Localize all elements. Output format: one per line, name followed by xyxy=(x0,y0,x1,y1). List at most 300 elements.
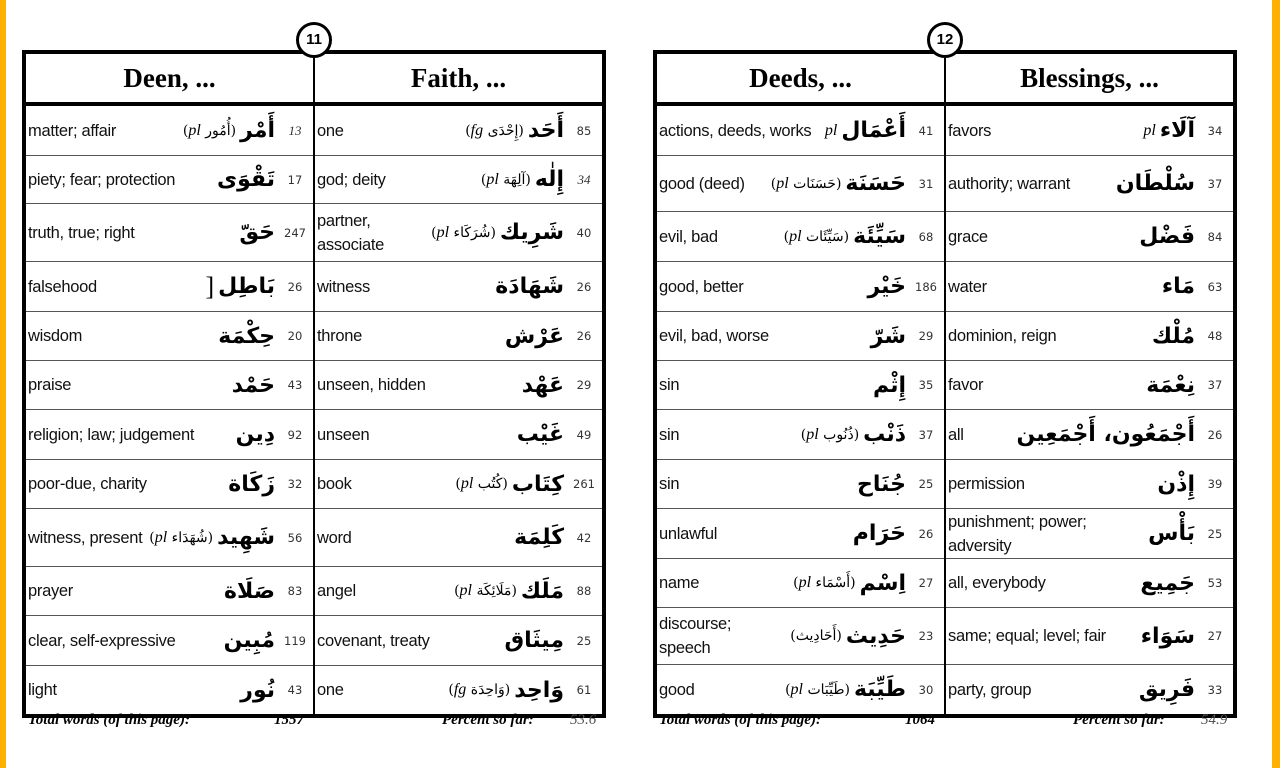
table-row xyxy=(946,212,1233,262)
arabic-entry xyxy=(1017,422,1196,447)
arabic-word: أَحَد xyxy=(527,118,564,143)
arabic-word: سُلْطَان xyxy=(1115,171,1195,196)
word-count: 48 xyxy=(1207,329,1223,343)
table-row xyxy=(315,156,602,204)
arabic-word: أَجْمَعُون، أَجْمَعِين xyxy=(1016,422,1195,447)
arabic-entry xyxy=(505,324,564,349)
english-meaning: good xyxy=(659,680,695,699)
arabic-entry xyxy=(454,579,564,604)
plural-word: كُتُب xyxy=(477,476,503,492)
vocab-column xyxy=(657,54,946,714)
plural-word: طَيِّبَات xyxy=(807,681,845,698)
english-meaning: partner, associate xyxy=(317,211,385,254)
plural-word: شُرَكَاء xyxy=(453,224,491,241)
percent-label: Percent so far: xyxy=(1073,712,1165,728)
table-row xyxy=(946,156,1233,212)
arabic-entry xyxy=(522,373,564,398)
table-row xyxy=(315,509,602,567)
arabic-entry xyxy=(873,373,906,398)
word-count: 92 xyxy=(287,427,303,442)
table-row xyxy=(946,106,1233,156)
plural-marker: pl xyxy=(188,121,201,139)
table-row xyxy=(26,204,313,262)
table-row xyxy=(946,608,1233,665)
arabic-entry xyxy=(1162,274,1195,299)
arabic-word: حِكْمَة xyxy=(218,323,275,349)
english-meaning: light xyxy=(28,681,57,699)
arabic-word: مِيثَاق xyxy=(504,628,564,653)
arabic-entry xyxy=(871,324,906,349)
word-count: 247 xyxy=(284,225,306,240)
english-meaning: god; deity xyxy=(317,170,386,189)
vocab-column xyxy=(26,54,315,714)
plural-form: (pl آلِهَة) xyxy=(480,170,531,188)
english-meaning: praise xyxy=(28,376,72,394)
plural-form: (pl كُتُب) xyxy=(455,475,508,492)
arabic-entry xyxy=(825,118,906,143)
english-meaning: book xyxy=(317,475,352,493)
english-meaning: favor xyxy=(948,376,984,394)
arabic-word: خَيْر xyxy=(867,274,906,299)
plural-marker: pl xyxy=(798,574,812,591)
plural-marker: pl xyxy=(436,223,450,241)
arabic-entry xyxy=(801,422,906,447)
table-row xyxy=(315,262,602,312)
column-title: Deeds, ... xyxy=(657,54,944,106)
arabic-word: حَمْد xyxy=(231,372,275,398)
english-meaning: water xyxy=(948,277,987,296)
english-meaning: falsehood xyxy=(28,277,97,296)
arabic-word: وَاحِد xyxy=(514,677,564,703)
word-count: 42 xyxy=(576,530,592,545)
arabic-entry xyxy=(514,525,564,550)
table-row xyxy=(657,559,944,608)
plural-marker: pl xyxy=(824,121,838,139)
plural-form: (fg إِحْدَى) xyxy=(465,121,524,139)
table-row xyxy=(315,312,602,361)
total-words-value: 1557 xyxy=(274,712,304,728)
plural-form: (pl ذُنُوب) xyxy=(800,425,860,443)
total-words-label: Total words (of this page): xyxy=(659,712,821,728)
arabic-word: غَيْب xyxy=(516,422,564,447)
table-row xyxy=(657,410,944,460)
english-meaning: evil, bad xyxy=(659,227,718,246)
arabic-entry xyxy=(217,167,275,192)
english-meaning: matter; affair xyxy=(28,121,117,140)
table-row xyxy=(657,665,944,714)
arabic-word: تَقْوَى xyxy=(216,167,275,192)
arabic-entry xyxy=(455,472,564,497)
word-count: 83 xyxy=(287,584,303,598)
word-count: 61 xyxy=(576,683,592,697)
table-row xyxy=(26,410,313,460)
word-count: 33 xyxy=(1207,682,1223,697)
table-row xyxy=(657,608,944,665)
word-count: 88 xyxy=(576,584,592,598)
word-count: 37 xyxy=(1207,378,1223,392)
arabic-entry xyxy=(867,274,906,299)
arabic-word: نُور xyxy=(240,677,275,703)
plural-form xyxy=(825,122,837,140)
word-count: 27 xyxy=(918,576,934,590)
arabic-word: مَلَك xyxy=(520,578,564,604)
english-meaning: permission xyxy=(948,475,1025,493)
arabic-entry xyxy=(218,324,275,349)
plural-form: (pl سَيِّئَات) xyxy=(783,227,850,245)
arabic-word: كِتَاب xyxy=(511,471,564,497)
page-number-badge: 11 xyxy=(296,22,332,58)
arabic-entry xyxy=(431,220,564,245)
arabic-word: شَرِيك xyxy=(499,220,564,245)
word-count: 119 xyxy=(284,633,306,648)
column-title: Blessings, ... xyxy=(946,54,1233,106)
word-count: 41 xyxy=(918,123,934,138)
total-words-label: Total words (of this page): xyxy=(28,712,190,728)
arabic-entry xyxy=(224,579,275,604)
english-meaning: party, group xyxy=(948,680,1032,699)
table-row xyxy=(26,509,313,567)
arabic-word: بَاطِل xyxy=(218,274,275,299)
arabic-word: إِذْن xyxy=(1157,471,1195,497)
table-row xyxy=(315,410,602,460)
english-meaning: poor-due, charity xyxy=(28,475,147,493)
table-row xyxy=(657,460,944,509)
arabic-entry xyxy=(495,274,564,299)
table-row xyxy=(26,460,313,509)
english-meaning: witness, present xyxy=(28,528,143,547)
word-count: 32 xyxy=(287,477,303,491)
table-row xyxy=(315,616,602,666)
arabic-entry xyxy=(790,624,906,649)
word-count: 29 xyxy=(576,378,592,392)
english-meaning: religion; law; judgement xyxy=(28,425,195,444)
arabic-word: صَلَاة xyxy=(224,578,275,604)
english-meaning: grace xyxy=(948,227,988,246)
percent-value: 53.6 xyxy=(570,712,597,728)
plural-marker: fg xyxy=(453,681,467,698)
arabic-entry xyxy=(1152,324,1195,349)
word-count: 40 xyxy=(576,225,592,240)
vocab-page-12 xyxy=(653,0,1237,768)
english-meaning: unseen, hidden xyxy=(317,376,426,394)
table-row xyxy=(26,312,313,361)
column-title: Deen, ... xyxy=(26,54,313,106)
arabic-word: حَدِيث xyxy=(845,623,906,649)
plural-form: (pl شُهَدَاء) xyxy=(149,528,214,546)
word-count: 17 xyxy=(287,172,303,187)
word-count: 68 xyxy=(918,229,934,244)
english-meaning: authority; warrant xyxy=(948,174,1071,193)
word-count: 85 xyxy=(576,123,592,138)
plural-marker: pl xyxy=(459,582,472,599)
arabic-entry xyxy=(205,272,275,302)
arabic-word: أَمْر xyxy=(240,118,275,143)
table-row xyxy=(315,106,602,156)
table-row xyxy=(657,212,944,262)
table-row xyxy=(26,106,313,156)
plural-marker: pl xyxy=(460,475,474,492)
english-meaning: piety; fear; protection xyxy=(28,170,176,189)
english-meaning: clear, self-expressive xyxy=(28,631,176,650)
arabic-word: دِين xyxy=(235,422,275,447)
table-row xyxy=(946,410,1233,460)
arabic-entry xyxy=(1157,472,1195,497)
table-row xyxy=(315,567,602,616)
english-meaning: sin xyxy=(659,376,680,394)
arabic-entry xyxy=(1139,224,1195,249)
arabic-entry xyxy=(1139,677,1195,702)
word-count: 34 xyxy=(577,171,591,187)
table-row xyxy=(315,460,602,509)
plural-word: سَيِّئَات xyxy=(805,228,844,245)
arabic-word: إِثْم xyxy=(872,372,906,398)
arabic-word: زَكَاة xyxy=(228,471,275,497)
vocab-column xyxy=(315,54,602,714)
word-count: 43 xyxy=(287,378,303,392)
plural-word: أَسْمَاء xyxy=(815,575,851,591)
arabic-word: مَاء xyxy=(1161,274,1195,299)
word-count: 13 xyxy=(288,122,302,138)
plural-word: إِحْدَى xyxy=(487,122,519,139)
english-meaning: witness xyxy=(317,277,370,296)
plural-form: (pl شُرَكَاء) xyxy=(431,223,496,241)
page-edge-right xyxy=(1272,0,1280,768)
table-row xyxy=(315,361,602,410)
word-count: 43 xyxy=(287,683,303,697)
word-count: 27 xyxy=(1207,629,1223,643)
arabic-entry xyxy=(1143,118,1195,143)
word-count: 37 xyxy=(1207,176,1223,191)
english-meaning: favors xyxy=(948,121,992,140)
arabic-entry xyxy=(785,677,906,702)
arabic-word: نِعْمَة xyxy=(1146,372,1195,398)
arabic-entry xyxy=(1116,171,1195,196)
arabic-entry xyxy=(857,472,906,497)
arabic-word: عَهْد xyxy=(521,372,564,398)
table-row xyxy=(657,509,944,559)
table-row xyxy=(946,460,1233,509)
arabic-entry xyxy=(1148,521,1195,546)
word-count: 30 xyxy=(918,682,934,697)
word-count: 26 xyxy=(287,279,303,294)
bracket: ] xyxy=(205,271,215,301)
plural-word: ذُنُوب xyxy=(823,426,854,443)
table-row xyxy=(946,361,1233,410)
plural-marker: pl xyxy=(486,170,499,188)
english-meaning: sin xyxy=(659,475,680,493)
word-count: 26 xyxy=(576,329,592,343)
arabic-word: شَهَادَة xyxy=(495,274,564,299)
word-count: 261 xyxy=(573,477,595,491)
word-count: 84 xyxy=(1207,229,1223,244)
percent-label: Percent so far: xyxy=(442,712,534,728)
table-row xyxy=(26,666,313,714)
arabic-word: حَسَنَة xyxy=(845,171,906,196)
plural-marker: fg xyxy=(470,121,484,139)
arabic-word: أَعْمَال xyxy=(841,118,906,143)
table-row xyxy=(26,156,313,204)
english-meaning: all, everybody xyxy=(948,574,1046,592)
word-count: 23 xyxy=(918,629,934,643)
arabic-entry xyxy=(183,118,275,143)
english-meaning: prayer xyxy=(28,582,73,600)
arabic-entry xyxy=(228,472,275,497)
arabic-word: حَرَام xyxy=(852,521,906,546)
vocab-column xyxy=(946,54,1233,714)
word-count: 53 xyxy=(1207,576,1223,590)
plural-marker: pl xyxy=(776,174,789,192)
english-meaning: actions, deeds, works xyxy=(659,121,812,140)
english-meaning: truth, true; right xyxy=(28,223,135,242)
table-row xyxy=(26,361,313,410)
table-row xyxy=(315,204,602,262)
arabic-word: جَمِيع xyxy=(1140,570,1195,596)
plural-word: أُمُور xyxy=(205,122,231,139)
arabic-entry xyxy=(224,628,275,653)
english-meaning: dominion, reign xyxy=(948,327,1057,345)
table-row xyxy=(946,312,1233,361)
arabic-word: عَرْش xyxy=(504,323,564,349)
arabic-word: آلَاء xyxy=(1159,118,1195,143)
plural-form: (fg وَاحِدَة) xyxy=(448,681,511,698)
arabic-word: مُلْك xyxy=(1151,323,1195,349)
word-count: 34 xyxy=(1207,123,1223,138)
english-meaning: name xyxy=(659,574,700,592)
arabic-entry xyxy=(232,373,275,398)
english-meaning: angel xyxy=(317,582,356,600)
word-count: 29 xyxy=(918,329,934,343)
arabic-entry xyxy=(481,167,564,192)
word-count: 25 xyxy=(918,477,934,491)
percent-value: 54.9 xyxy=(1201,712,1228,728)
table-row xyxy=(946,262,1233,312)
table-row xyxy=(657,262,944,312)
table-row xyxy=(26,616,313,666)
english-meaning: one xyxy=(317,681,344,699)
plural-marker: pl xyxy=(806,425,819,443)
english-meaning: evil, bad, worse xyxy=(659,327,769,345)
arabic-word: شَهِيد xyxy=(217,525,275,550)
arabic-entry xyxy=(793,571,906,596)
table-row xyxy=(26,262,313,312)
word-count: 25 xyxy=(1207,526,1223,541)
word-count: 49 xyxy=(576,427,592,442)
table-row xyxy=(657,361,944,410)
total-words-value: 1064 xyxy=(905,712,935,728)
english-meaning: throne xyxy=(317,327,362,345)
plural-form xyxy=(1143,122,1155,140)
word-count: 186 xyxy=(915,279,937,294)
plural-marker: pl xyxy=(790,680,803,698)
word-count: 26 xyxy=(576,279,592,294)
table-row xyxy=(657,106,944,156)
english-meaning: punishment; power; adversity xyxy=(948,512,1087,555)
arabic-entry xyxy=(1141,624,1195,649)
arabic-word: كَلِمَة xyxy=(514,525,564,550)
english-meaning: covenant, treaty xyxy=(317,631,430,650)
word-count: 39 xyxy=(1207,477,1223,491)
plural-word: مَلَائِكَة xyxy=(476,583,512,599)
arabic-word: اِسْم xyxy=(859,570,906,596)
arabic-entry xyxy=(517,422,564,447)
arabic-entry xyxy=(1140,571,1195,596)
table-row xyxy=(657,156,944,212)
arabic-word: سَيِّئَة xyxy=(853,224,906,249)
table-row xyxy=(315,666,602,714)
english-meaning: good, better xyxy=(659,277,744,296)
word-count: 26 xyxy=(1207,427,1223,442)
table-row xyxy=(657,312,944,361)
table-row xyxy=(26,567,313,616)
english-meaning: word xyxy=(317,528,352,547)
plural-marker: pl xyxy=(154,528,168,546)
english-meaning: discourse; speech xyxy=(659,615,732,657)
arabic-word: شَرّ xyxy=(870,323,906,349)
arabic-entry xyxy=(448,678,564,703)
word-count: 31 xyxy=(918,176,934,191)
arabic-entry xyxy=(239,220,275,245)
arabic-word: سَوَاء xyxy=(1140,623,1195,649)
word-count: 25 xyxy=(576,633,592,648)
vocab-page-11 xyxy=(22,0,606,768)
arabic-word: إِلٰه xyxy=(534,167,564,192)
page-number-badge: 12 xyxy=(927,22,963,58)
arabic-word: بَأْس xyxy=(1148,521,1195,546)
arabic-word: طَيِّبَة xyxy=(853,677,906,702)
plural-word: شُهَدَاء xyxy=(171,529,208,546)
arabic-word: ذَنْب xyxy=(863,422,906,447)
arabic-word: جُنَاح xyxy=(857,471,906,497)
plural-word: حَسَنَات xyxy=(793,175,836,192)
arabic-entry xyxy=(1146,373,1195,398)
english-meaning: good (deed) xyxy=(659,174,745,193)
vocab-table xyxy=(22,50,606,718)
plural-form: (pl حَسَنَات) xyxy=(770,174,842,192)
arabic-entry xyxy=(853,521,906,546)
arabic-word: فَضْل xyxy=(1139,224,1195,249)
english-meaning: one xyxy=(317,121,344,140)
english-meaning: sin xyxy=(659,425,680,444)
arabic-entry xyxy=(149,525,275,550)
page-edge-left xyxy=(0,0,6,768)
plural-form: (pl مَلَائِكَة) xyxy=(454,582,517,599)
plural-marker: pl xyxy=(789,227,802,245)
arabic-entry xyxy=(465,118,564,143)
word-count: 56 xyxy=(287,530,303,545)
plural-word: آلِهَة xyxy=(503,171,526,188)
plural-word: وَاحِدَة xyxy=(470,682,505,698)
arabic-word: مُبِين xyxy=(223,628,275,653)
arabic-word: حَقّ xyxy=(239,220,275,245)
word-count: 37 xyxy=(918,427,934,442)
word-count: 26 xyxy=(918,526,934,541)
arabic-entry xyxy=(771,171,906,196)
table-row xyxy=(946,509,1233,559)
plural-form: (pl طَيِّبَات) xyxy=(785,680,850,698)
table-row xyxy=(946,559,1233,608)
arabic-entry xyxy=(784,224,906,249)
word-count: 35 xyxy=(918,378,934,392)
column-title: Faith, ... xyxy=(315,54,602,106)
arabic-entry xyxy=(240,678,275,703)
plural-marker: pl xyxy=(1143,121,1156,139)
english-meaning: all xyxy=(948,425,964,444)
plural-word: أَحَادِيث xyxy=(795,628,837,644)
plural-form: (pl أَسْمَاء) xyxy=(793,574,856,591)
english-meaning: same; equal; level; fair xyxy=(948,627,1106,645)
english-meaning: unseen xyxy=(317,425,370,444)
arabic-entry xyxy=(504,628,564,653)
